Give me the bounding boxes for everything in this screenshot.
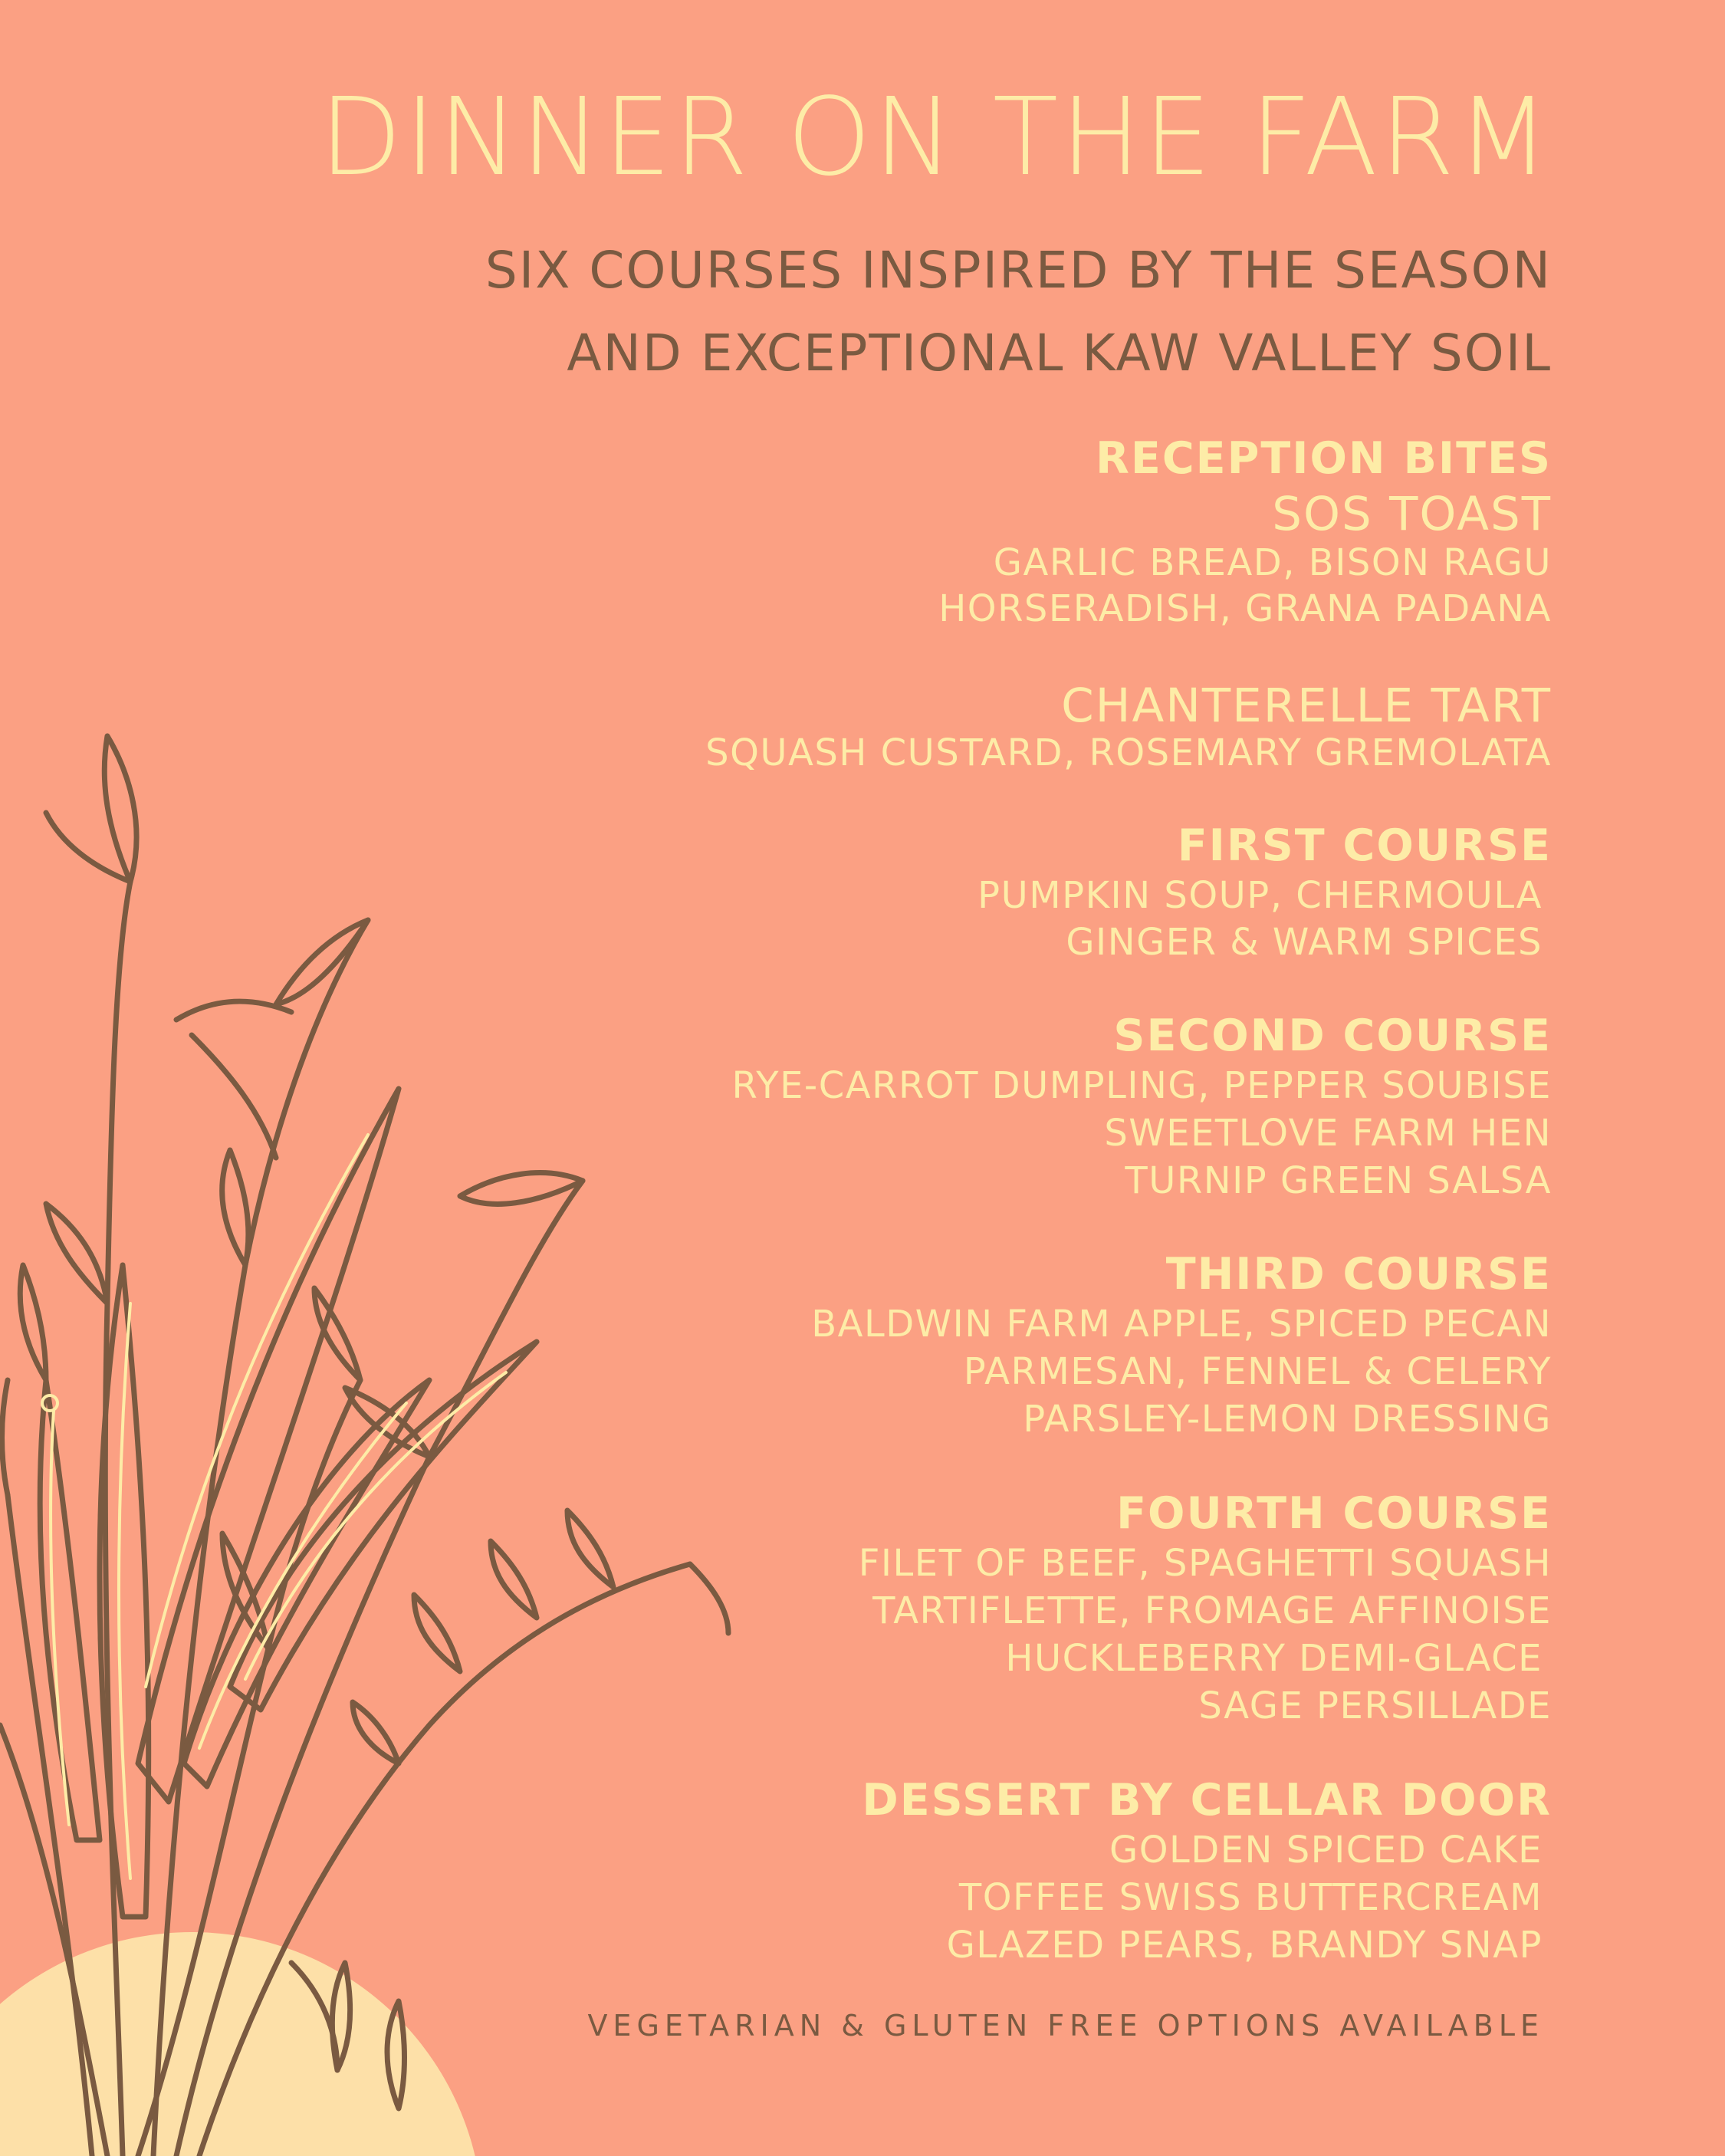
section-heading-reception: RECEPTION BITES: [1096, 433, 1552, 484]
menu-line: GLAZED PEARS, BRANDY SNAP: [946, 1924, 1543, 1967]
menu-line: HORSERADISH, GRANA PADANA: [938, 587, 1552, 630]
subtitle-line-2: AND EXCEPTIONAL KAW VALLEY SOIL: [567, 324, 1552, 383]
menu-line: TURNIP GREEN SALSA: [1125, 1159, 1552, 1202]
menu-line: SWEETLOVE FARM HEN: [1104, 1112, 1552, 1155]
menu-line: TOFFEE SWISS BUTTERCREAM: [958, 1876, 1543, 1919]
menu-line: SQUASH CUSTARD, ROSEMARY GREMOLATA: [705, 731, 1552, 774]
menu-line: BALDWIN FARM APPLE, SPICED PECAN: [811, 1303, 1552, 1346]
subtitle-line-1: SIX COURSES INSPIRED BY THE SEASON: [485, 241, 1552, 300]
footer-note: VEGETARIAN & GLUTEN FREE OPTIONS AVAILABLE: [587, 2009, 1544, 2043]
section-heading-third: THIRD COURSE: [1165, 1249, 1552, 1300]
menu-line: PARSLEY-LEMON DRESSING: [1023, 1398, 1552, 1441]
menu-line: SAGE PERSILLADE: [1198, 1684, 1552, 1727]
page-title: DINNER ON THE FARM: [319, 75, 1552, 200]
menu-line: GOLDEN SPICED CAKE: [1109, 1829, 1543, 1872]
section-heading-second: SECOND COURSE: [1113, 1011, 1552, 1061]
menu-line: PARMESAN, FENNEL & CELERY: [963, 1350, 1552, 1393]
section-heading-dessert: DESSERT BY CELLAR DOOR: [862, 1775, 1552, 1826]
menu-line: PUMPKIN SOUP, CHERMOULA: [978, 874, 1543, 917]
menu-line: HUCKLEBERRY DEMI-GLACE: [1005, 1637, 1543, 1680]
menu-line: FILET OF BEEF, SPAGHETTI SQUASH: [858, 1542, 1552, 1585]
dish-title: CHANTERELLE TART: [1061, 679, 1552, 733]
section-heading-first: FIRST COURSE: [1177, 820, 1552, 871]
menu-line: TARTIFLETTE, FROMAGE AFFINOISE: [872, 1589, 1552, 1632]
section-heading-fourth: FOURTH COURSE: [1116, 1488, 1552, 1539]
menu-line: RYE-CARROT DUMPLING, PEPPER SOUBISE: [731, 1064, 1552, 1107]
menu-line: GARLIC BREAD, BISON RAGU: [993, 541, 1552, 584]
dish-title: SOS TOAST: [1272, 487, 1552, 541]
menu-line: GINGER & WARM SPICES: [1066, 921, 1543, 964]
